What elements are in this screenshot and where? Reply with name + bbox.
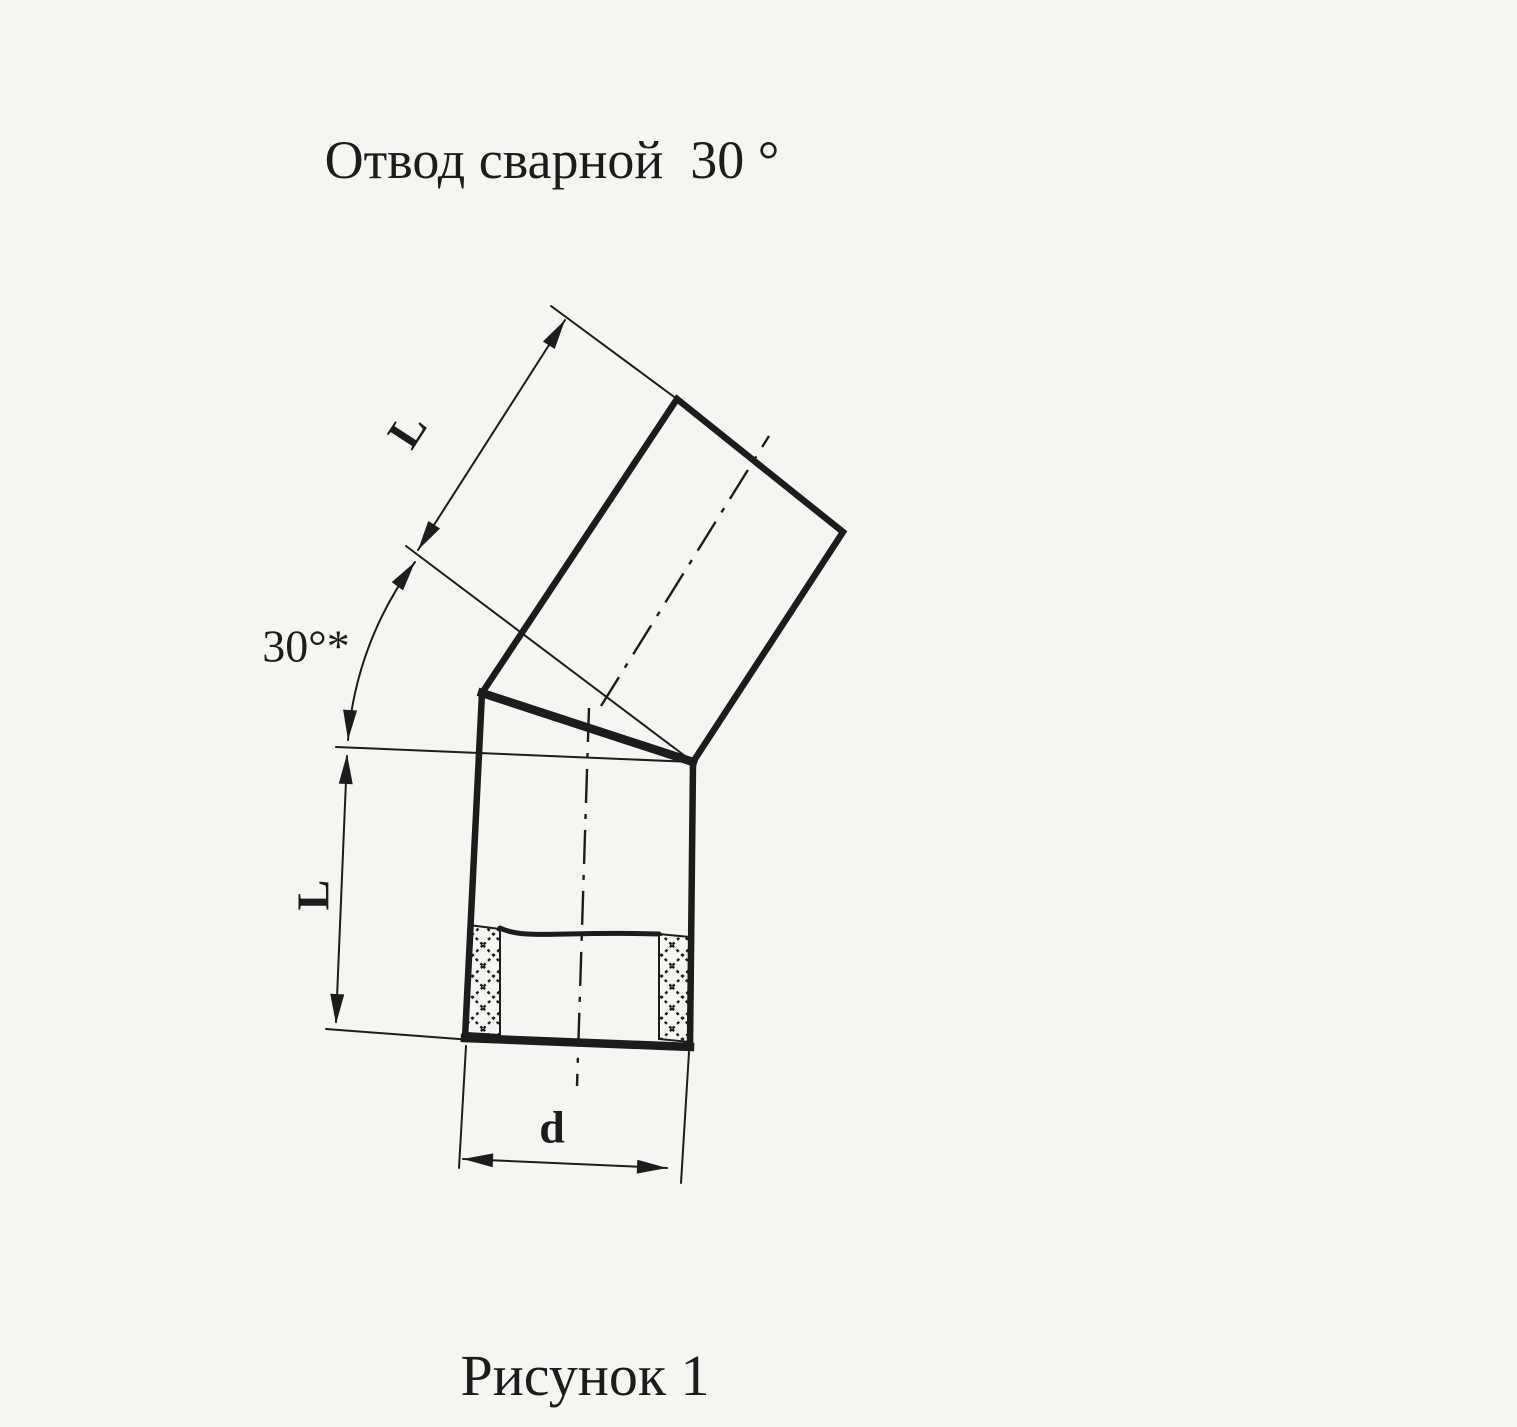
dimension-lower-length [288,754,473,1040]
arrowhead [341,710,357,741]
drawing-title: Отвод сварной 30 ° [324,130,780,190]
left-wall-hatched-band [467,925,500,1035]
arrowhead [543,316,571,349]
arrowhead [392,558,421,590]
dimension-line [418,320,565,550]
dimension-upper-length [377,306,693,762]
dimension-diameter [459,1046,689,1183]
right-wall-hatched-band [659,934,690,1042]
arrowhead [463,1152,494,1167]
arrowhead [329,994,344,1025]
extension-line [681,1052,689,1183]
figure-caption: Рисунок 1 [460,1343,710,1408]
section-break-line [500,928,659,934]
dimension-line [463,1159,667,1168]
angle-arc [348,562,415,740]
arrowhead [339,754,354,785]
lower-length-label: L [287,879,339,911]
lower-axis-centerline [577,708,589,1086]
arrowhead [412,521,440,554]
angle-label: 30°* [262,620,350,672]
extension-line [326,1029,472,1040]
upper-length-label: L [377,403,437,457]
extension-line [459,1046,466,1168]
extension-line [551,306,681,402]
arrowhead [637,1160,668,1175]
diameter-label: d [539,1101,565,1153]
extension-line [406,546,693,762]
extension-line [336,747,693,762]
